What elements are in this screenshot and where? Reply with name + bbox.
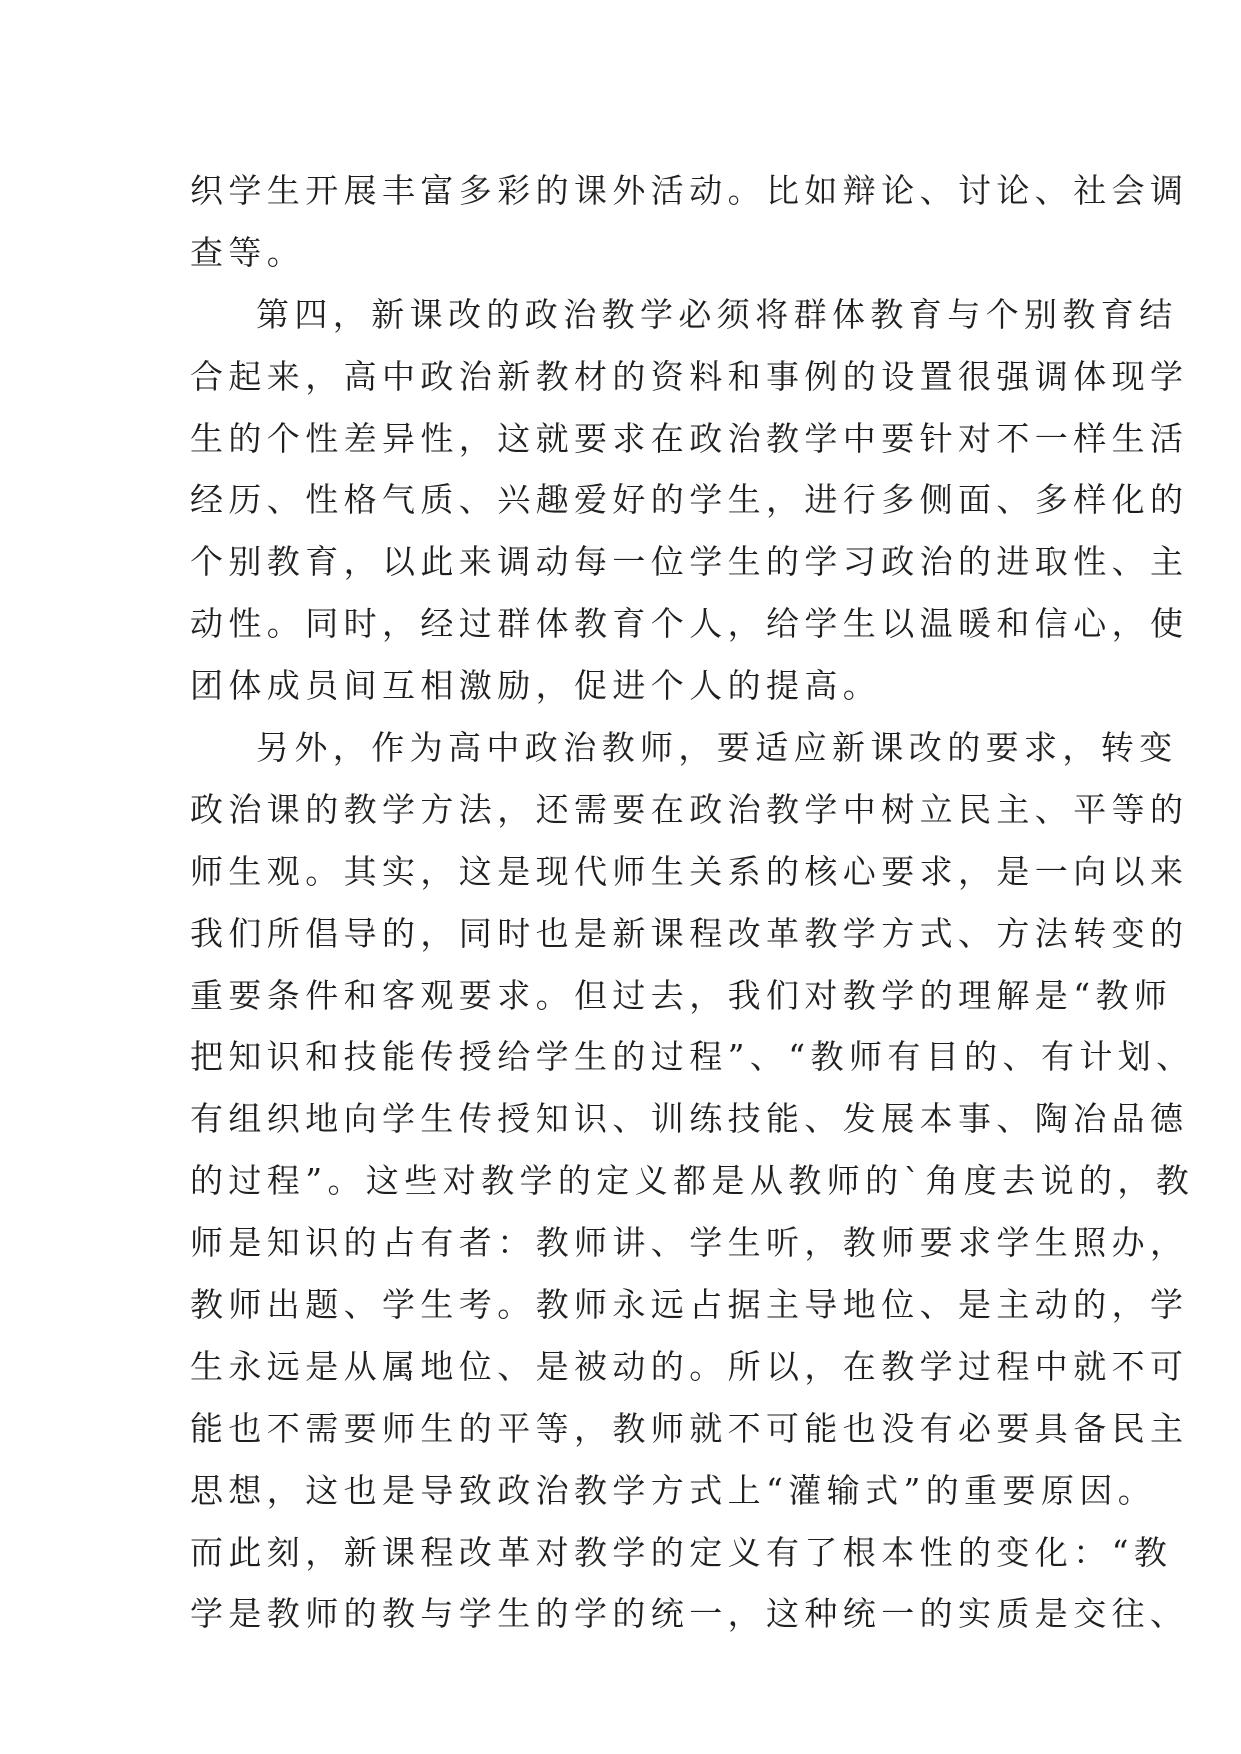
text-line: 重要条件和客观要求。但过去，我们对教学的理解是“教师 — [190, 975, 1173, 1015]
text-line: 思想，这也是导致政治教学方式上“灌输式”的重要原因。 — [190, 1470, 1157, 1510]
text-line: 织学生开展丰富多彩的课外活动。比如辩论、讨论、社会调 — [190, 171, 1189, 210]
text-line: 的过程”。这些对教学的定义都是从教师的`角度去说的，教 — [190, 1161, 1195, 1201]
text-line: 动性。同时，经过群体教育个人，给学生以温暖和信心，使 — [190, 604, 1189, 644]
text-line: 合起来，高中政治新教材的资料和事例的设置很强调体现学 — [190, 356, 1189, 396]
text-line: 个别教育，以此来调动每一位学生的学习政治的进取性、主 — [190, 542, 1189, 582]
text-line: 能也不需要师生的平等，教师就不可能也没有必要具备民主 — [190, 1408, 1189, 1448]
text-line: 教师出题、学生考。教师永远占据主导地位、是主动的，学 — [190, 1285, 1189, 1325]
text-line: 师是知识的占有者：教师讲、学生听，教师要求学生照办， — [190, 1223, 1189, 1263]
paragraph-start-line: 另外，作为高中政治教师，要适应新课改的要求，转变 — [256, 728, 1178, 768]
text-line: 查等。 — [190, 232, 306, 272]
text-line: 把知识和技能传授给学生的过程”、“教师有目的、有计划、 — [190, 1037, 1195, 1077]
text-line: 师生观。其实，这是现代师生关系的核心要求，是一向以来 — [190, 851, 1189, 891]
text-line: 生的个性差异性，这就要求在政治教学中要针对不一样生活 — [190, 418, 1189, 458]
text-line: 经历、性格气质、兴趣爱好的学生，进行多侧面、多样化的 — [190, 480, 1189, 520]
body-text — [190, 160, 1195, 1645]
text-line: 而此刻，新课程改革对教学的定义有了根本性的变化：“教 — [190, 1532, 1173, 1572]
text-line: 我们所倡导的，同时也是新课程改革教学方式、方法转变的 — [190, 913, 1189, 953]
paragraph-start-line: 第四，新课改的政治教学必须将群体教育与个别教育结 — [256, 294, 1178, 334]
text-line: 学是教师的教与学生的学的统一，这种统一的实质是交往、 — [190, 1594, 1189, 1634]
text-line: 生永远是从属地位、是被动的。所以，在教学过程中就不可 — [190, 1346, 1189, 1386]
text-line: 团体成员间互相激励，促进个人的提高。 — [190, 666, 882, 706]
text-line: 有组织地向学生传授知识、训练技能、发展本事、陶冶品德 — [190, 1099, 1189, 1139]
text-line: 政治课的教学方法，还需要在政治教学中树立民主、平等的 — [190, 789, 1189, 829]
